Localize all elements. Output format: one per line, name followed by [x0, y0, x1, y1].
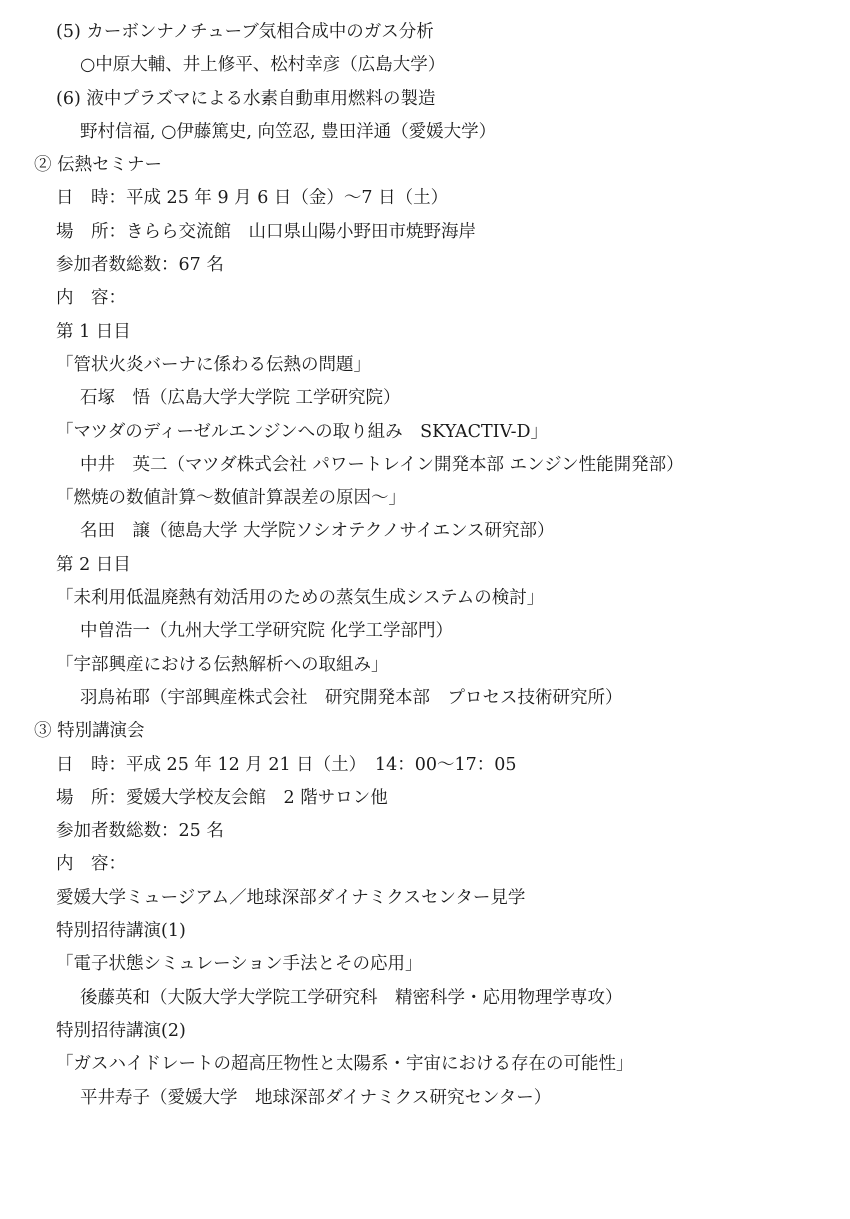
text-line: 「ガスハイドレートの超高圧物性と太陽系・宇宙における存在の可能性」 [56, 1054, 634, 1075]
text-line: 「未利用低温廃熱有効活用のための蒸気生成システムの検討」 [56, 588, 545, 609]
document-body [0, 16, 850, 1115]
text-line: 名田 譲（徳島大学 大学院ソシオテクノサイエンス研究部） [80, 521, 555, 542]
text-line: (6) 液中プラズマによる水素自動車用燃料の製造 [56, 88, 436, 109]
text-line: 平井寿子（愛媛大学 地球深部ダイナミクス研究センター） [80, 1087, 552, 1108]
text-line: 愛媛大学ミュージアム／地球深部ダイナミクスセンター見学 [56, 887, 526, 908]
text-line: 「燃焼の数値計算～数値計算誤差の原因～」 [56, 488, 406, 509]
text-line: 特別招待講演(1) [56, 921, 186, 942]
section-heading: ③ 特別講演会 [34, 721, 145, 742]
text-line: 内 容： [56, 854, 126, 875]
section-heading: ② 伝熱セミナー [34, 155, 163, 176]
text-line: 第 2 日目 [56, 554, 131, 575]
text-line: 「宇部興産における伝熱解析への取組み」 [56, 654, 389, 675]
text-line: 日 時：平成 25 年 9 月 6 日（金）～7 日（土） [56, 188, 449, 209]
text-line: 羽鳥祐耶（宇部興産株式会社 研究開発本部 プロセス技術研究所） [80, 687, 623, 708]
text-line: 中井 英二（マツダ株式会社 パワートレイン開発本部 エンジン性能開発部） [80, 454, 684, 475]
text-line: 参加者数総数：25 名 [56, 821, 224, 842]
text-line: 中曽浩一（九州大学工学研究院 化学工学部門） [80, 621, 454, 642]
text-line: 日 時：平成 25 年 12 月 21 日（土） 14：00～17：05 [56, 754, 517, 775]
text-line: 石塚 悟（広島大学大学院 工学研究院） [80, 388, 401, 409]
text-line: ○中原大輔、井上修平、松村幸彦（広島大学） [80, 55, 446, 76]
text-line: 参加者数総数：67 名 [56, 255, 224, 276]
text-line: 内 容： [56, 288, 126, 309]
text-line: 「管状火炎バーナに係わる伝熱の問題」 [56, 354, 371, 375]
text-line: 「マツダのディーゼルエンジンへの取り組み SKYACTIV-D」 [56, 421, 549, 442]
text-line: 野村信福, ○伊藤篤史, 向笠忍, 豊田洋通（愛媛大学） [80, 121, 497, 142]
text-line: 「電子状態シミュレーション手法とその応用」 [56, 954, 423, 975]
text-line: 場 所：愛媛大学校友会館 2 階サロン他 [56, 787, 388, 808]
text-line: 特別招待講演(2) [56, 1020, 186, 1041]
text-line: (5) カーボンナノチューブ気相合成中のガス分析 [56, 22, 434, 42]
text-line: 後藤英和（大阪大学大学院工学研究科 精密科学・応用物理学専攻） [80, 987, 623, 1008]
text-line: 場 所：きらら交流館 山口県山陽小野田市焼野海岸 [56, 221, 476, 242]
text-line: 第 1 日目 [56, 321, 131, 342]
